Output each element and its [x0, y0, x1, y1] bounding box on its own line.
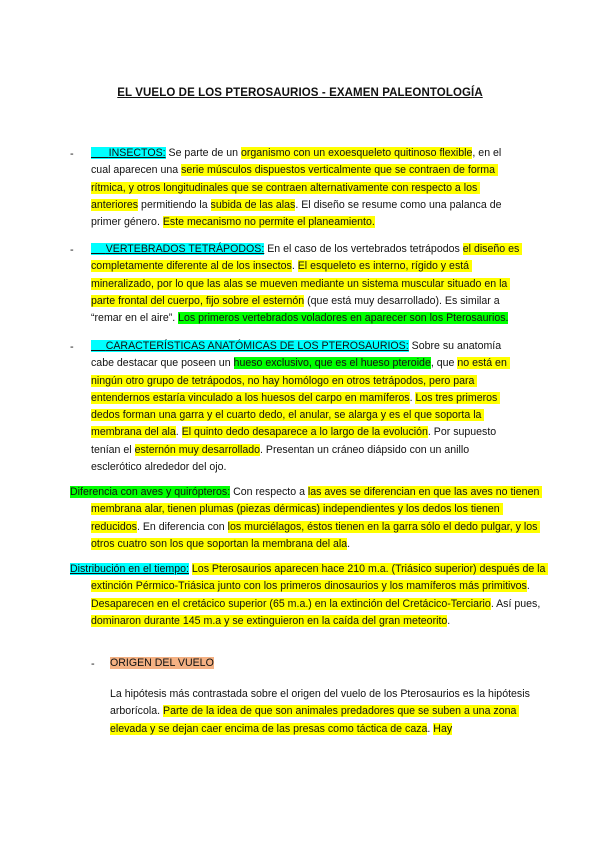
- body-text: Con respecto a: [230, 486, 308, 498]
- body-text: . Así pues,: [490, 597, 544, 610]
- paragraph-origen: [110, 686, 533, 738]
- paragraph-insectos: [91, 145, 521, 231]
- paragraph-caracteristicas: [91, 338, 511, 476]
- body-text: Sobre su anatomía cabe destacar que poseen un: [91, 340, 505, 370]
- highlighted-text: Distribución en el tiempo:: [70, 563, 189, 575]
- body-text: .: [526, 580, 533, 593]
- body-text: .: [347, 537, 351, 550]
- highlighted-text: INSECTOS:: [91, 147, 166, 159]
- highlighted-text: no está en ningún otro grupo de tetrápodos, no hay homólogo en otros tetrápodos, pero para entendernos estaría vinculado a los huesos del carpo en mamíferos: [91, 357, 510, 404]
- highlighted-text: Parte de la idea de que son animales predadores que se suben a una zona elevada y se dejan caer encima de las presas como táctica de caza: [110, 705, 520, 735]
- bullet-dash: -: [70, 148, 74, 160]
- highlighted-text: organismo con un exoesqueleto quitinoso flexible: [240, 147, 473, 159]
- body-text: . Presentan un cráneo diápsido con un anillo esclerótico alrededor del ojo.: [91, 443, 473, 474]
- document-title: EL VUELO DE LOS PTEROSAURIOS - EXAMEN PALEONTOLOGÍA: [117, 87, 483, 99]
- highlighted-text: El quinto dedo desaparece a lo largo de la evolución: [181, 426, 428, 439]
- body-text: En el caso de los vertebrados tetrápodos: [264, 243, 463, 255]
- body-text: (que está muy desarrollado). Es similar a “remar en el aire”.: [91, 294, 503, 325]
- body-text: . Por supuesto tenían el: [91, 426, 500, 456]
- highlighted-text: Desaparecen en el cretácico superior (65 m.a.) en la extinción del Cretácico-Terciario: [91, 597, 491, 610]
- body-text: permitiendo la: [138, 198, 211, 211]
- highlighted-text: El esqueleto es interno, rígido y está mineralizado, por lo que las alas se mueven mediante un sistema muscular situado en la parte frontal del cuerpo, fijo sobre el esternón: [91, 260, 511, 307]
- highlighted-text: Los Pterosaurios aparecen hace 210 m.a. (Triásico superior) después de la extinción Pérmico-Triásica junto con los primeros dinosaurios y los mamíferos más primitivos: [91, 563, 549, 593]
- highlighted-text: serie músculos dispuestos verticalmente que se contraen de forma rítmica, y otros longitudinales que se contraen alternativamente con respecto a los anteriores: [91, 164, 498, 211]
- body-text: .: [409, 391, 416, 404]
- highlighted-text: Los tres primeros dedos forman una garra y el cuarto dedo, el anular, se alarga y es el que soporta la membrana del ala: [91, 391, 501, 439]
- bullet-dash: -: [70, 244, 74, 256]
- heading-origen-vuelo: [110, 655, 410, 672]
- highlighted-text: dominaron durante 145 m.a y se extinguieron en la caída del gran meteorito: [91, 614, 448, 627]
- paragraph-vertebrados: [91, 241, 523, 327]
- body-text: .: [427, 722, 434, 735]
- body-text: , en el cual aparecen una: [91, 147, 505, 177]
- paragraph-distribucion: [70, 561, 549, 630]
- highlighted-text: esternón muy desarrollado: [134, 443, 261, 456]
- highlighted-text: Hay: [433, 722, 453, 735]
- highlighted-text: el diseño es completamente diferente al de los insectos: [91, 243, 523, 273]
- highlighted-text: los murciélagos, éstos tienen en la garra sólo el dedo pulgar, y los otros cuatro son los que soportan la membrana del ala: [91, 520, 541, 550]
- bullet-dash: -: [70, 341, 74, 353]
- highlighted-text: Diferencia con aves y quirópteros:: [70, 486, 231, 498]
- body-text: . El diseño se resume como una palanca de primer género.: [91, 198, 505, 229]
- paragraph-diferencia: [70, 484, 549, 553]
- highlighted-text: Este mecanismo no permite el planeamiento.: [162, 216, 375, 229]
- highlighted-text: subida de las alas: [210, 198, 296, 211]
- highlighted-text: CARACTERÍSTICAS ANATÓMICAS DE LOS PTEROSAURIOS:: [91, 340, 409, 352]
- body-text: .: [447, 614, 451, 627]
- body-text: .: [175, 426, 182, 439]
- highlighted-text: hueso exclusivo, que es el hueso pteroide: [233, 357, 431, 370]
- body-text: Se parte de un: [165, 147, 241, 159]
- body-text: . En diferencia con: [136, 520, 228, 533]
- highlighted-text: VERTEBRADOS TETRÁPODOS:: [91, 243, 265, 255]
- highlighted-text: Los primeros vertebrados voladores en aparecer son los Pterosaurios.: [178, 312, 509, 325]
- highlighted-text: las aves se diferencian en que las aves no tienen membrana alar, tienen plumas (piezas dérmicas) independientes y los dedos los tienen reducidos: [91, 486, 543, 533]
- body-text: .: [291, 260, 298, 273]
- bullet-dash: -: [91, 658, 95, 670]
- highlighted-text: ORIGEN DEL VUELO: [110, 657, 214, 669]
- body-text: , que: [430, 357, 458, 370]
- body-text: La hipótesis más contrastada sobre el origen del vuelo de los Pterosaurios es la hipótesis arborícola.: [110, 688, 533, 718]
